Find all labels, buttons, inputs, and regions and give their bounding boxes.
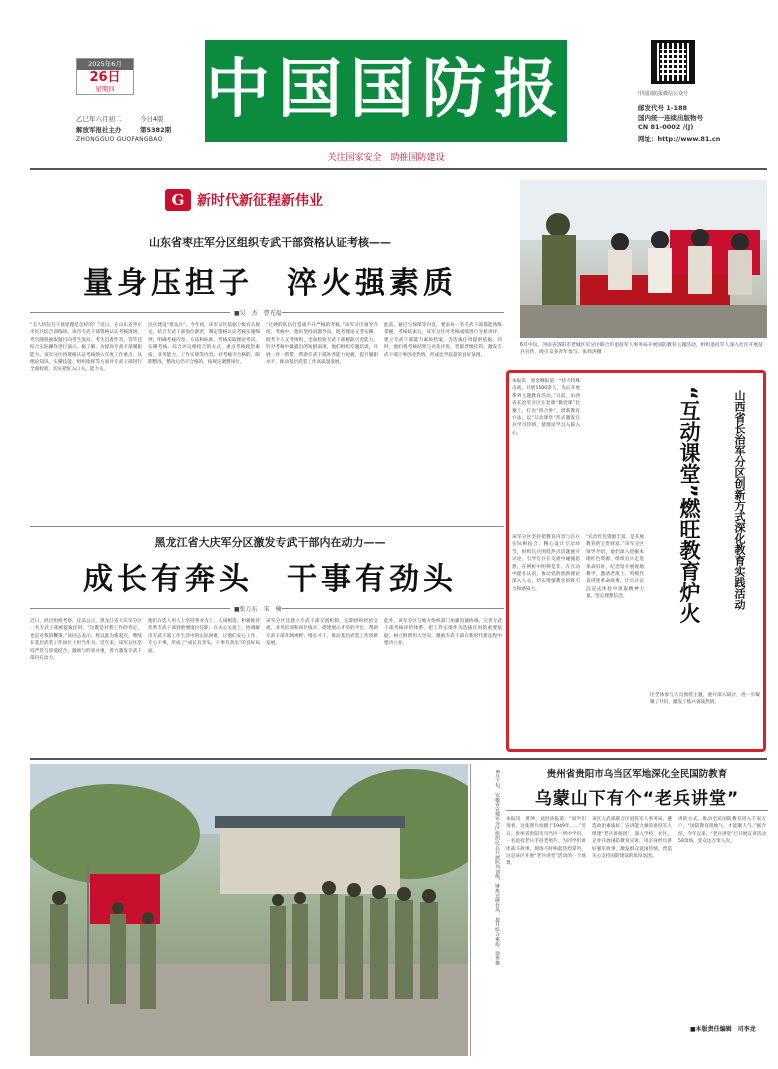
article2-top-rule (30, 526, 504, 527)
photo-recruitment-illustration (520, 180, 767, 338)
article1-byline: ■吴 杰 曹光福 (234, 310, 282, 317)
lower-section-rule (30, 758, 767, 760)
article3-headline: 乌蒙山下有个“老兵讲堂” (534, 789, 740, 809)
feature-subtitle: 山西省长治军分区创新方式深化教育实践活动 (733, 390, 746, 610)
date-year-month: 2025年6月 (77, 59, 133, 70)
photo2-caption: 6月下旬，安徽省宣城军分区组织民兵开展队列训练，锤炼过硬作风，提升综合素质。徐勇摄 (494, 770, 499, 966)
website: 网址：http://www.81.cn (638, 135, 721, 143)
article1-rule-left (30, 312, 230, 313)
feature-body1: 本报讯 原金峰报道：“特大特殊击战，开展1500余人，先后开展系列主题教育活动。”日前，山西省长治军分区在复课“微党课”比赛上，打出“组合拳”，创新教育方法，以“互动课堂”形式激发官兵学习热情，使理论学习入脑入心。 (512, 379, 580, 436)
article1-col3: “过硬的队伍打造离不开严格的考核。”该军分区领导介绍，考核中，他们坚持问题导向，既考理论又考实操，既考个人又考组织，全面检验专武干部履职尽责能力。针对考核中暴露出的短板弱项，他们组织专题培训，开展一对一帮带，帮助专武干部补齐能力短板，提升履职水平，推动基层武装工作高质量发展。 (266, 323, 378, 366)
cn-code-label: 国内统一连续出版物号 (638, 114, 703, 122)
section-label: 新时代新征程新伟业 (197, 193, 323, 209)
article2-kicker: 黑龙江省大庆军分区激发专武干部内在动力—— (154, 536, 386, 549)
feature-body4: 区全体参与人员围绕主题，展开深入研讨，进一步凝聚了共识，激发了练兵备战热情。 (650, 693, 760, 706)
photo-recruitment-event (520, 180, 767, 338)
article1-headline: 量身压担子 淬火强素质 (83, 266, 457, 301)
qr-caption: 中国国防报微信公众号 (638, 91, 689, 97)
editor-credit: ■本版责任编辑 司李龙 (690, 1026, 756, 1033)
article1-col4: 此前，通过与保障等内容，要求每一名专武干部都能熟练掌握。考核结束后，该军分区对考核成绩进行分析讲评，建立专武干部能力素质档案，为选拔任用提供依据。同时，他们将考核结果与评先评优、晋职晋级挂钩，激发专武干部干事创业热情，形成比学赶超的良好氛围。 (384, 323, 502, 358)
article2-byline: ■张万东 宋 楠 (234, 606, 282, 613)
photo1-caption: 6月中旬，河南省洛阳市老城区军分区联合市退役军人事务局开展国防教育主题活动，组织退役军人深入社区开展征兵宣传，吸引众多青年参与。张伟涛摄 (520, 343, 763, 355)
masthead-banner (205, 40, 567, 142)
slogan: 关注国家安全 助推国防建设 (327, 153, 445, 163)
date-box (76, 58, 134, 95)
article2-col3: 该军分区还建立专武干部交流机制，定期组织经验交流、业务培训和岗位练兵，搭建展示才华的平台，帮助专武干部开阔视野、增长才干，推动基层武装工作创新发展。 (266, 619, 378, 647)
article2-headline: 成长有奔头 干事有劲头 (83, 562, 457, 597)
article2-col4: 此外，该军分区与地方组织部门加强沟通协调，完善专武干部考核评价体系，把工作实绩作为选拔任用的重要依据，树立鲜明用人导向，激励专武干部在新时代新征程中建功立业。 (384, 619, 502, 647)
article3-kicker: 贵州省贵阳市乌当区军地深化全民国防教育 (546, 769, 728, 780)
photo2-divider (470, 764, 471, 1056)
feature-title: “互动课堂”燃旺教育炉火 (677, 386, 701, 624)
section-tag (165, 189, 323, 211)
section-logo-icon: G (165, 189, 191, 211)
masthead-divider (30, 168, 767, 170)
issue-number: 第5382期 (140, 126, 172, 134)
photo-drill-illustration (30, 764, 468, 1056)
feature-body3: “长治红色资源丰富，是开展教育的宝贵财富。”该军分区领导介绍，他们深入挖掘本地红色资源，组织官兵走进革命旧址、纪念馆开展现地教学，邀请老战士、英模代表讲述革命故事，让官兵在沉浸式体验中汲取精神力量，坚定理想信念。 (586, 535, 644, 600)
article3-col1: 本报讯 黄坤、刘洪涛报道：“同学们请看，这张照片拍摄于1949年……”近日，贵州省贵阳市乌当区一所中学内，一名退役老兵手持老照片，为同学们讲述战斗故事，现场不时响起热烈掌声。这是该区开展“老兵讲堂”活动的一个场景。 (506, 817, 586, 867)
paper-pinyin: ZHONGGUO GUOFANGBAO (76, 136, 163, 143)
article3-col3: 讲的方式，推动全民国防教育进入千家万户。“国防教育接地气，才能聚人气。”据介绍，今年以来，“老兵讲堂”已开展宣讲活动50余场，受众达万余人次。 (678, 817, 766, 845)
lunar-date: 乙巳年六月初二 (76, 115, 122, 123)
article3-col2: 该区人武部联合区退役军人事务局，遴选政治素质好、宣讲能力强的退役军人组建“老兵讲师团”，深入学校、社区、企业开展国防教育宣讲，用亲身经历讲好强军故事，激发群众爱国热情，营造关心支持国防建设的浓厚氛围。 (592, 817, 672, 860)
article2-col1: 近日，经过组织考察、任前公示，黑龙江省大庆军分区一名专武干部被提拔任用。“这既是对我工作的肯定，也是对我的鞭策。”该同志表示，将以此为新起点，继续在基层武装工作岗位上担当作为。近年来，该军分区坚持严管与厚爱结合，激励与约束并重，着力激发专武干部内在动力。 (30, 619, 142, 662)
paper-title: 中国国防报 (206, 52, 566, 127)
article1-col1: “无人机信号干扰原理是怎样的？”近日，在山东省枣庄市民兵综合训练场，该市专武干部资格认证考核现场，考官随机抽取题目向考生发问。考生沉着作答，答毕还结合实际操作进行演示。据了解，为提高专武干部履职能力，该军分区将资格认证考核纳入年度工作重点，从理论知识、实操技能、组织指挥等方面对专武干部进行全面检验，切实把好入口关、能力关。 (30, 323, 142, 373)
article2-rule-left (30, 608, 230, 609)
article1-rule-right (282, 312, 504, 313)
article1-col2: 民兵建设“排头兵”。今年初，该军分区依据上级有关规定，结合专武干部岗位职责，制定资格认证考核实施细则，明确考核内容、方法和标准。考核采取理论考试、实操考核、综合评议相结合的方式，重点考核政治素质、业务能力、工作实绩等内容。对考核不合格的，限期整改，整改后仍不合格的，按规定调整岗位。 (148, 323, 260, 366)
article2-rule-right (282, 608, 504, 609)
article2-col2: 他们在选人用人上坚持事业为上、人岗相适，积极推荐优秀专武干部到重要岗位任职；在关心关爱上，协调解决专武干部工作生活中的实际困难，让他们安心工作、专心干事，形成了“成长有奔头、干事有劲头”的良好局面。 (148, 619, 260, 654)
postal-code: 邮发代号 1-188 (638, 104, 688, 112)
publisher: 解放军报社主办 (76, 126, 122, 134)
date-weekday: 星期四 (95, 85, 115, 93)
page-count: 今日4版 (140, 115, 164, 123)
cn-number: CN 81-0002 /(J) (638, 123, 694, 131)
photo-militia-drill (30, 764, 468, 1056)
qr-code-icon (651, 40, 695, 84)
date-day: 26日 (89, 70, 121, 85)
feature-body2: 该军分区坚持把教育内容与官兵实际相结合，精心设计互动环节，组织官兵围绕热点话题展开讨论，引导官兵在交流中碰撞思想、在辨析中明辨是非、在互动中提升认识，推动党的创新理论深入人心，切实增强教育的吸引力和感染力。 (512, 535, 580, 592)
article3-rule (506, 810, 768, 811)
article1-kicker: 山东省枣庄军分区组织专武干部资格认证考核—— (149, 236, 391, 249)
